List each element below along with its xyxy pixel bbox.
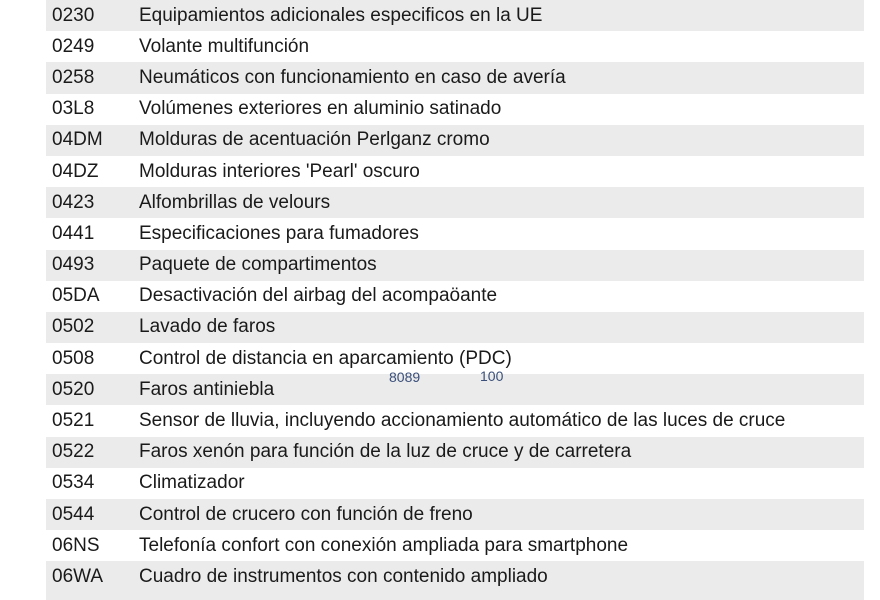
table-row	[46, 343, 864, 374]
option-description: Cuadro de instrumentos con contenido ampliado	[139, 565, 548, 587]
table-row	[46, 62, 864, 93]
option-description: Lavado de faros	[139, 316, 276, 338]
table-row	[46, 218, 864, 249]
option-description: Faros antiniebla	[139, 378, 275, 400]
table-row	[46, 31, 864, 62]
table-row	[46, 156, 864, 187]
option-code: 0423	[52, 191, 95, 213]
table-row	[46, 250, 864, 281]
option-code: 0522	[52, 441, 95, 463]
option-description: Volante multifunción	[139, 35, 310, 57]
table-row	[46, 437, 864, 468]
option-description: Desactivación del airbag del acompaöante	[139, 285, 498, 307]
option-description: Molduras interiores 'Pearl' oscuro	[139, 160, 420, 182]
table-row	[46, 312, 864, 343]
table-row	[46, 94, 864, 125]
option-code: 05DA	[52, 285, 100, 307]
option-code: 0520	[52, 378, 95, 400]
option-code: 0534	[52, 472, 95, 494]
option-code: 0544	[52, 503, 95, 525]
option-description: Paquete de compartimentos	[139, 254, 377, 276]
option-code: 04DZ	[52, 160, 99, 182]
option-description: Telefonía confort con conexión ampliada para smartphone	[139, 534, 629, 556]
option-code: 0521	[52, 410, 95, 432]
option-description: Neumáticos con funcionamiento en caso de avería	[139, 66, 566, 88]
option-code: 0230	[52, 4, 95, 26]
option-description: Equipamientos adicionales especificos en la UE	[139, 4, 543, 26]
option-code: 06NS	[52, 534, 100, 556]
table-row	[46, 468, 864, 499]
option-description: Control de distancia en aparcamiento (PDC)	[139, 347, 512, 369]
option-description: Control de crucero con función de freno	[139, 503, 473, 525]
table-row	[46, 530, 864, 561]
overlay-number-left: 8089	[389, 369, 421, 385]
option-code: 04DM	[52, 129, 103, 151]
option-code: 0508	[52, 347, 95, 369]
option-description: Molduras de acentuación Perlganz cromo	[139, 129, 490, 151]
table-row-partial	[46, 593, 864, 600]
option-description: Volúmenes exteriores en aluminio satinado	[139, 98, 502, 120]
table-row	[46, 187, 864, 218]
option-description: Sensor de lluvia, incluyendo accionamiento automático de las luces de cruce	[139, 410, 786, 432]
table-row	[46, 125, 864, 156]
option-code: 0493	[52, 254, 95, 276]
option-code: 0258	[52, 66, 95, 88]
table-row	[46, 405, 864, 436]
option-description: Climatizador	[139, 472, 245, 494]
options-table	[46, 0, 864, 593]
option-description: Especificaciones para fumadores	[139, 222, 419, 244]
option-code: 03L8	[52, 98, 95, 120]
option-description: Faros xenón para función de la luz de cruce y de carretera	[139, 441, 632, 463]
option-code: 06WA	[52, 565, 104, 587]
option-code: 0441	[52, 222, 95, 244]
table-row	[46, 0, 864, 31]
option-code: 0249	[52, 35, 95, 57]
option-code: 0502	[52, 316, 95, 338]
table-row	[46, 561, 864, 592]
table-row	[46, 499, 864, 530]
overlay-number-right: 100	[480, 368, 504, 384]
option-description: Alfombrillas de velours	[139, 191, 331, 213]
table-row	[46, 374, 864, 405]
table-row	[46, 281, 864, 312]
